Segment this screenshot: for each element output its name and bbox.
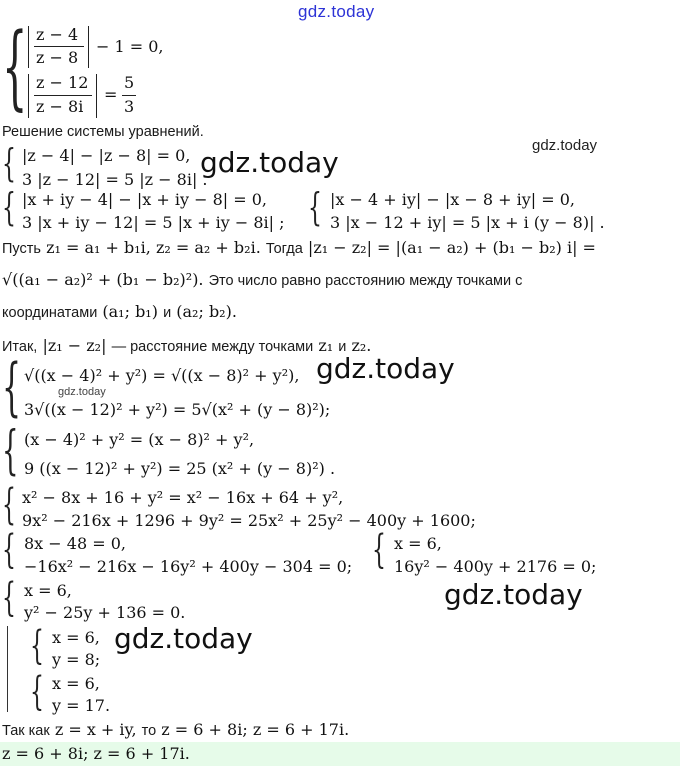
paragraph-let [2,238,596,257]
left-brace-icon: { [2,351,22,426]
left-brace-icon: { [2,528,16,574]
conclusion [2,720,349,739]
math-inline: z₂. [351,336,372,355]
left-brace-icon: { [2,15,28,121]
equation-line: x² − 8x + 16 + y² = x² − 16x + 64 + y², [22,488,344,507]
math-inline: √((a₁ − a₂)² + (b₁ − b₂)²). [2,270,204,289]
abs-bar [28,74,29,118]
fraction-denominator: z − 8 [36,48,79,67]
left-brace-icon: { [30,624,44,670]
equals-sign: = [104,85,118,104]
equation-line: x = 6, [52,674,100,693]
paragraph-text: Пусть [2,241,41,257]
abs-bar [28,26,29,68]
equation-line: x = 6, [52,628,100,647]
fraction-line [122,95,136,96]
paragraph-text: и [338,339,347,355]
equation-line: x = 6, [394,534,442,553]
abs-bar [96,74,97,118]
watermark-big: gdz.today [316,352,455,385]
paragraph-text: то [141,723,157,739]
math-inline: z₁ = a₁ + b₁i, z₂ = a₂ + b₂i. [46,238,261,257]
equation-line: (x − 4)² + y² = (x − 8)² + y², [24,430,255,449]
fraction-line [34,95,92,96]
equation-line: 3√((x − 12)² + y²) = 5√(x² + (y − 8)²); [24,400,331,419]
paragraph-text: Итак, [2,339,38,355]
equation-line: 16y² − 400y + 2176 = 0; [394,557,597,576]
fraction-numerator: z − 4 [36,25,79,44]
fraction-denominator: 3 [124,97,135,116]
equation-line: 8x − 48 = 0, [24,534,126,553]
solution-heading: Решение системы уравнений. [2,124,204,140]
equation-line: y = 8; [52,650,101,669]
math-inline: z = x + iy, [54,720,137,739]
paragraph-text: Это число равно расстоянию между точками с [208,273,523,289]
equation-line: |x + iy − 4| − |x + iy − 8| = 0, [22,190,268,209]
fraction-numerator: z − 12 [36,73,89,92]
math-inline: z₁ [318,336,334,355]
equation-line: √((x − 4)² + y²) = √((x − 8)² + y²), [24,366,300,385]
watermark-tiny: gdz.today [58,386,106,398]
watermark-top: gdz.today [298,2,375,21]
abs-bar [88,26,89,68]
left-brace-icon: { [372,528,386,574]
math-inline: (a₁; b₁) [102,302,158,321]
watermark-big: gdz.today [200,146,339,179]
left-brace-icon: { [30,670,44,716]
math-inline: (a₂; b₂). [176,302,237,321]
watermark-big: gdz.today [444,578,583,611]
equation-line: y = 17. [52,696,111,715]
equation-line: |x − 4 + iy| − |x − 8 + iy| = 0, [330,190,576,209]
paragraph-text: Так как [2,723,50,739]
math-inline: |z₁ − z₂| [42,336,107,355]
fraction-numerator: 5 [124,73,135,92]
equation-line: 3 |x − 12 + iy| = 5 |x + i (y − 8)| . [330,213,605,232]
fraction-line [34,46,84,47]
equation-line: y² − 25y + 136 = 0. [24,603,186,622]
watermark-big: gdz.today [114,622,253,655]
equation-line: 3 |z − 12| = 5 |z − 8i| . [22,170,208,189]
fraction-denominator: z − 8i [36,97,84,116]
equation-line: 9x² − 216x + 1296 + 9y² = 25x² + 25y² − 400y + 1600; [22,511,476,530]
left-brace-icon: { [308,186,322,231]
paragraph-distance [2,270,522,289]
equation-line: 3 |x + iy − 12| = 5 |x + iy − 8i| ; [22,213,285,232]
left-brace-icon: { [2,186,16,231]
math-inline: z = 6 + 8i; z = 6 + 17i. [161,720,350,739]
paragraph-text: — расстояние между точками [111,339,314,355]
equation-line: |z − 4| − |z − 8| = 0, [22,146,191,165]
equation-line: − 1 = 0, [96,37,164,56]
equation-line: x = 6, [24,581,72,600]
left-brace-icon: { [2,422,19,482]
answer: z = 6 + 8i; z = 6 + 17i. [2,744,190,763]
watermark-small: gdz.today [532,137,598,154]
paragraph-text: Тогда [265,241,303,257]
paragraph-text: координатами [2,305,98,321]
left-brace-icon: { [2,142,16,187]
paragraph-text: и [163,305,172,321]
union-bracket [7,626,8,712]
equation-line: −16x² − 216x − 16y² + 400y − 304 = 0; [24,557,353,576]
equation-line: 9 ((x − 12)² + y²) = 25 (x² + (y − 8)²) . [24,459,336,478]
left-brace-icon: { [2,576,16,622]
paragraph-coordinates [2,302,237,321]
left-brace-icon: { [2,482,16,530]
math-inline: |z₁ − z₂| = |(a₁ − a₂) + (b₁ − b₂) i| = [307,238,596,257]
